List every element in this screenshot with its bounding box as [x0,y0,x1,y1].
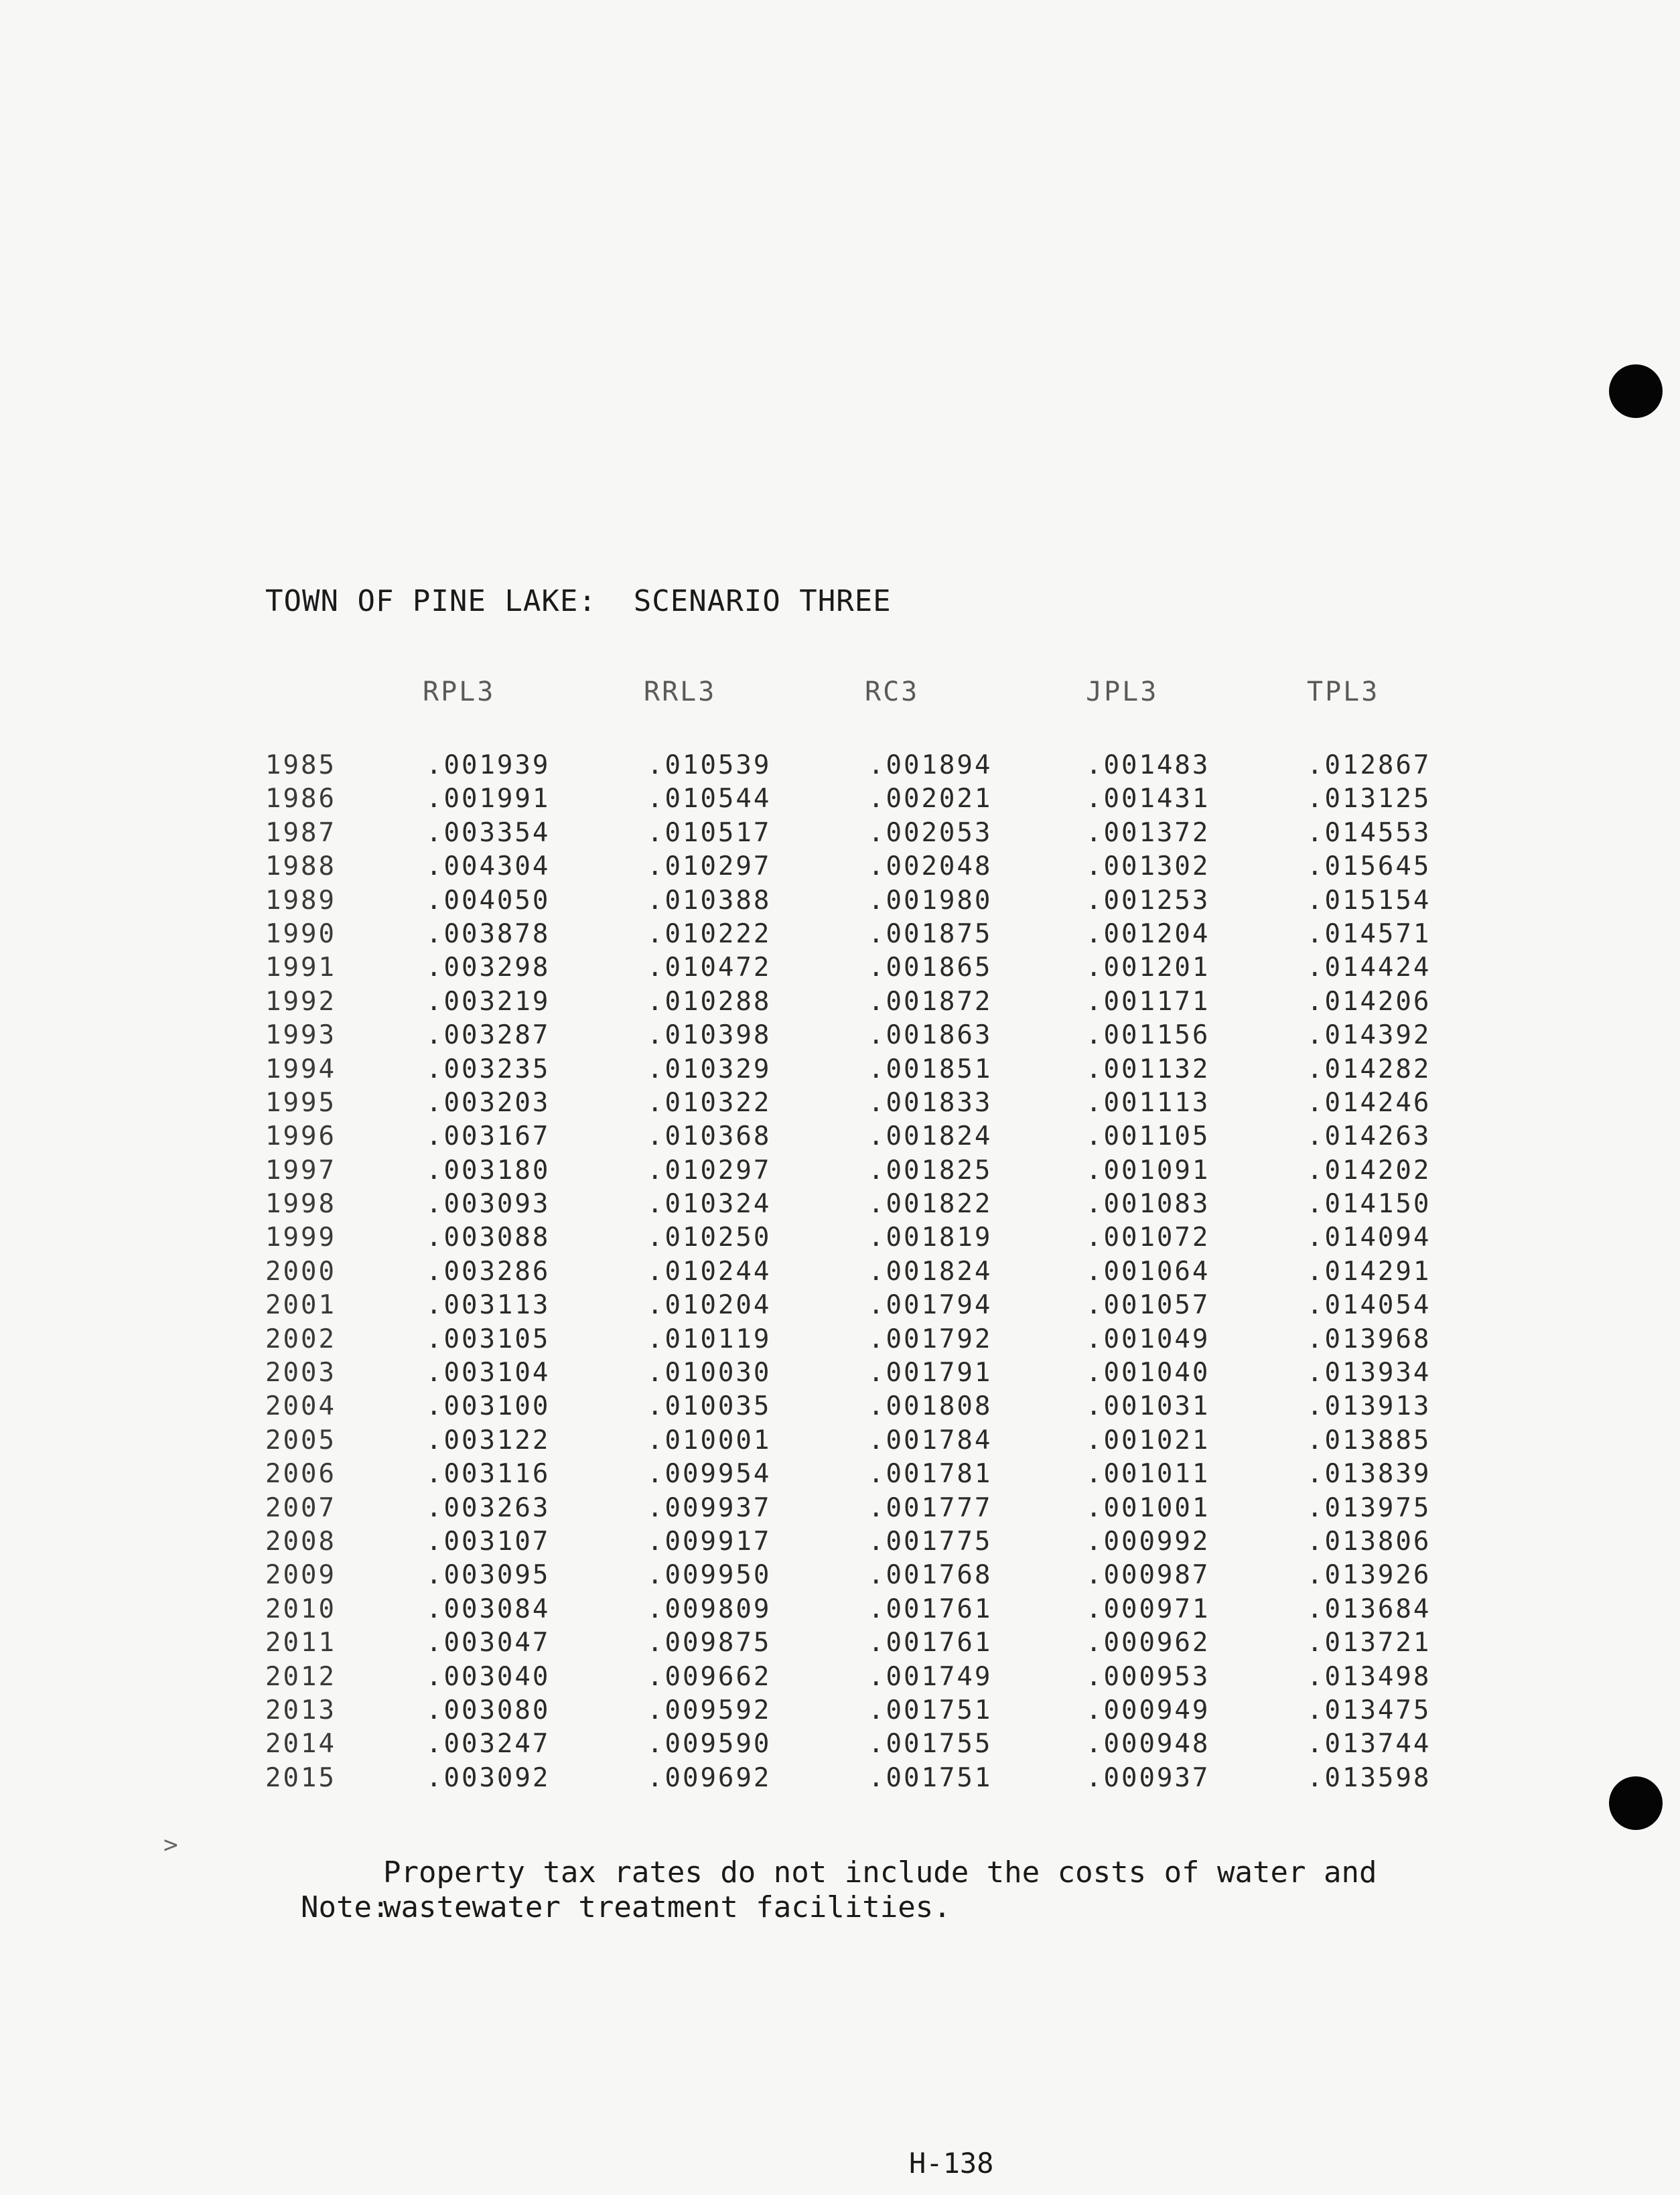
year-cell: 2013 [265,1695,336,1725]
value-cell: .001105 [1086,1121,1210,1152]
column-header: RC3 [865,677,920,707]
value-cell: .001875 [868,918,993,949]
value-cell: .010297 [647,851,772,882]
column-header: JPL3 [1086,677,1159,707]
value-cell: .009692 [647,1762,772,1793]
value-cell: .001372 [1086,817,1210,848]
table-row [265,1356,1458,1390]
value-cell: .010368 [647,1121,772,1152]
table-row [265,1694,1458,1727]
year-cell: 2004 [265,1391,336,1422]
value-cell: .014424 [1307,952,1431,983]
value-cell: .010329 [647,1054,772,1084]
value-cell: .009662 [647,1661,772,1692]
year-cell: 1993 [265,1020,336,1051]
table-row [265,1727,1458,1761]
value-cell: .003354 [426,817,551,848]
year-cell: 1985 [265,750,336,780]
value-cell: .010204 [647,1290,772,1321]
value-cell: .010539 [647,750,772,780]
year-cell: 2012 [265,1661,336,1692]
table-row [265,985,1458,1019]
value-cell: .000937 [1086,1762,1210,1793]
value-cell: .001872 [868,986,993,1017]
value-cell: .004050 [426,885,551,916]
value-cell: .001833 [868,1087,993,1118]
value-cell: .003088 [426,1222,551,1253]
value-cell: .009937 [647,1492,772,1523]
table-row [265,1525,1458,1559]
table-row [265,1626,1458,1660]
value-cell: .013684 [1307,1594,1431,1624]
page-number: H-138 [909,2147,994,2180]
value-cell: .000948 [1086,1729,1210,1760]
value-cell: .009592 [647,1695,772,1725]
value-cell: .001083 [1086,1189,1210,1220]
year-cell: 1997 [265,1155,336,1186]
value-cell: .003203 [426,1087,551,1118]
year-cell: 1996 [265,1121,336,1152]
value-cell: .003107 [426,1526,551,1557]
year-cell: 2007 [265,1492,336,1523]
value-cell: .001049 [1086,1324,1210,1354]
year-cell: 1987 [265,817,336,848]
value-cell: .010035 [647,1391,772,1422]
year-cell: 1991 [265,952,336,983]
value-cell: .001791 [868,1358,993,1389]
value-cell: .009950 [647,1560,772,1591]
value-cell: .013839 [1307,1459,1431,1490]
value-cell: .001031 [1086,1391,1210,1422]
value-cell: .001755 [868,1729,993,1760]
table-row [265,782,1458,816]
year-cell: 1990 [265,918,336,949]
value-cell: .001751 [868,1762,993,1793]
table-row [265,918,1458,951]
value-cell: .001064 [1086,1256,1210,1287]
table-row [265,749,1458,782]
value-cell: .003298 [426,952,551,983]
value-cell: .003235 [426,1054,551,1084]
value-cell: .003093 [426,1189,551,1220]
year-cell: 1998 [265,1189,336,1220]
year-cell: 1992 [265,986,336,1017]
table-row [265,1120,1458,1153]
value-cell: .003105 [426,1324,551,1354]
value-cell: .003180 [426,1155,551,1186]
year-cell: 2011 [265,1628,336,1658]
value-cell: .001156 [1086,1020,1210,1051]
value-cell: .000953 [1086,1661,1210,1692]
column-header: RPL3 [423,677,496,707]
value-cell: .013744 [1307,1729,1431,1760]
value-cell: .010517 [647,817,772,848]
value-cell: .003113 [426,1290,551,1321]
value-cell: .001761 [868,1628,993,1658]
year-cell: 2014 [265,1729,336,1760]
year-cell: 2008 [265,1526,336,1557]
value-cell: .001091 [1086,1155,1210,1186]
value-cell: .004304 [426,851,551,882]
value-cell: .001113 [1086,1087,1210,1118]
value-cell: .001171 [1086,986,1210,1017]
table-row [265,1390,1458,1423]
year-cell: 2005 [265,1425,336,1456]
value-cell: .009590 [647,1729,772,1760]
table-row [265,850,1458,883]
value-cell: .012867 [1307,750,1431,780]
value-cell: .001784 [868,1425,993,1456]
value-cell: .013934 [1307,1358,1431,1389]
value-cell: .001991 [426,784,551,815]
value-cell: .000949 [1086,1695,1210,1725]
value-cell: .003116 [426,1459,551,1490]
value-cell: .001865 [868,952,993,983]
value-cell: .013475 [1307,1695,1431,1725]
value-cell: .001057 [1086,1290,1210,1321]
value-cell: .003878 [426,918,551,949]
value-cell: .003100 [426,1391,551,1422]
value-cell: .010001 [647,1425,772,1456]
value-cell: .014263 [1307,1121,1431,1152]
value-cell: .003287 [426,1020,551,1051]
value-cell: .003122 [426,1425,551,1456]
table-row [265,1255,1458,1289]
value-cell: .010398 [647,1020,772,1051]
year-cell: 2009 [265,1560,336,1591]
value-cell: .001808 [868,1391,993,1422]
table-row [265,1660,1458,1694]
value-cell: .001822 [868,1189,993,1220]
value-cell: .010324 [647,1189,772,1220]
value-cell: .003263 [426,1492,551,1523]
year-cell: 1995 [265,1087,336,1118]
value-cell: .001751 [868,1695,993,1725]
value-cell: .003167 [426,1121,551,1152]
value-cell: .001824 [868,1256,993,1287]
value-cell: .003095 [426,1560,551,1591]
table-row [265,1593,1458,1626]
value-cell: .001253 [1086,885,1210,916]
year-cell: 1988 [265,851,336,882]
footnote [265,1855,1377,1960]
table-row [265,1289,1458,1322]
table-row [265,1492,1458,1525]
year-cell: 2003 [265,1358,336,1389]
value-cell: .010222 [647,918,772,949]
value-cell: .013721 [1307,1628,1431,1658]
value-cell: .010322 [647,1087,772,1118]
year-cell: 1994 [265,1054,336,1084]
value-cell: .010244 [647,1256,772,1287]
value-cell: .015645 [1307,851,1431,882]
value-cell: .014246 [1307,1087,1431,1118]
value-cell: .009954 [647,1459,772,1490]
value-cell: .013806 [1307,1526,1431,1557]
value-cell: .001201 [1086,952,1210,983]
value-cell: .003219 [426,986,551,1017]
margin-mark: > [163,1831,178,1859]
value-cell: .013926 [1307,1560,1431,1591]
year-cell: 1999 [265,1222,336,1253]
page-title: TOWN OF PINE LAKE: SCENARIO THREE [265,584,892,618]
table-row [265,1424,1458,1458]
value-cell: .003286 [426,1256,551,1287]
value-cell: .001132 [1086,1054,1210,1084]
value-cell: .003080 [426,1695,551,1725]
value-cell: .001894 [868,750,993,780]
value-cell: .014150 [1307,1189,1431,1220]
value-cell: .001824 [868,1121,993,1152]
value-cell: .014202 [1307,1155,1431,1186]
value-cell: .001980 [868,885,993,916]
value-cell: .003104 [426,1358,551,1389]
year-cell: 2002 [265,1324,336,1354]
value-cell: .013968 [1307,1324,1431,1354]
value-cell: .013498 [1307,1661,1431,1692]
column-header: TPL3 [1307,677,1380,707]
value-cell: .015154 [1307,885,1431,916]
value-cell: .000987 [1086,1560,1210,1591]
value-cell: .010297 [647,1155,772,1186]
note-label: Note: [300,1890,390,1924]
value-cell: .002053 [868,817,993,848]
year-cell: 2000 [265,1256,336,1287]
table-body [265,749,1458,1795]
value-cell: .003092 [426,1762,551,1793]
value-cell: .014291 [1307,1256,1431,1287]
value-cell: .001021 [1086,1425,1210,1456]
value-cell: .001939 [426,750,551,780]
value-cell: .001749 [868,1661,993,1692]
year-cell: 2015 [265,1762,336,1793]
value-cell: .001302 [1086,851,1210,882]
value-cell: .010030 [647,1358,772,1389]
value-cell: .014054 [1307,1290,1431,1321]
value-cell: .000992 [1086,1526,1210,1557]
value-cell: .001777 [868,1492,993,1523]
value-cell: .014282 [1307,1054,1431,1084]
table-row [265,951,1458,985]
value-cell: .013598 [1307,1762,1431,1793]
table-row [265,1188,1458,1221]
value-cell: .010472 [647,952,772,983]
table-row [265,817,1458,850]
table-row [265,1458,1458,1491]
punch-hole [1609,364,1663,418]
value-cell: .001761 [868,1594,993,1624]
value-cell: .001851 [868,1054,993,1084]
value-cell: .001768 [868,1560,993,1591]
value-cell: .014094 [1307,1222,1431,1253]
value-cell: .010544 [647,784,772,815]
value-cell: .003084 [426,1594,551,1624]
value-cell: .001863 [868,1020,993,1051]
value-cell: .009809 [647,1594,772,1624]
table-row [265,1762,1458,1795]
year-cell: 1989 [265,885,336,916]
value-cell: .001794 [868,1290,993,1321]
value-cell: .000971 [1086,1594,1210,1624]
value-cell: .009917 [647,1526,772,1557]
table-row [265,1154,1458,1188]
column-header: RRL3 [644,677,717,707]
year-cell: 2001 [265,1290,336,1321]
punch-hole [1609,1776,1663,1830]
table-row [265,1559,1458,1592]
value-cell: .010119 [647,1324,772,1354]
value-cell: .014553 [1307,817,1431,848]
table-row [265,1221,1458,1255]
value-cell: .010250 [647,1222,772,1253]
value-cell: .013975 [1307,1492,1431,1523]
value-cell: .001431 [1086,784,1210,815]
table-row [265,1323,1458,1356]
value-cell: .001825 [868,1155,993,1186]
value-cell: .013885 [1307,1425,1431,1456]
value-cell: .009875 [647,1628,772,1658]
table-row [265,1086,1458,1120]
value-cell: .002048 [868,851,993,882]
value-cell: .000962 [1086,1628,1210,1658]
note-text: Property tax rates do not include the costs of water and wastewater treatment facilities. [383,1855,1377,1924]
value-cell: .003040 [426,1661,551,1692]
value-cell: .010288 [647,986,772,1017]
value-cell: .013125 [1307,784,1431,815]
value-cell: .002021 [868,784,993,815]
value-cell: .001204 [1086,918,1210,949]
value-cell: .001072 [1086,1222,1210,1253]
value-cell: .014206 [1307,986,1431,1017]
value-cell: .001011 [1086,1459,1210,1490]
table-row [265,1053,1458,1086]
value-cell: .001792 [868,1324,993,1354]
value-cell: .001775 [868,1526,993,1557]
value-cell: .014392 [1307,1020,1431,1051]
year-cell: 2006 [265,1459,336,1490]
value-cell: .010388 [647,885,772,916]
value-cell: .001040 [1086,1358,1210,1389]
value-cell: .001483 [1086,750,1210,780]
year-cell: 2010 [265,1594,336,1624]
value-cell: .001781 [868,1459,993,1490]
value-cell: .003247 [426,1729,551,1760]
table-row [265,1019,1458,1052]
value-cell: .013913 [1307,1391,1431,1422]
value-cell: .001001 [1086,1492,1210,1523]
value-cell: .014571 [1307,918,1431,949]
value-cell: .001819 [868,1222,993,1253]
year-cell: 1986 [265,784,336,815]
table-row [265,884,1458,918]
value-cell: .003047 [426,1628,551,1658]
